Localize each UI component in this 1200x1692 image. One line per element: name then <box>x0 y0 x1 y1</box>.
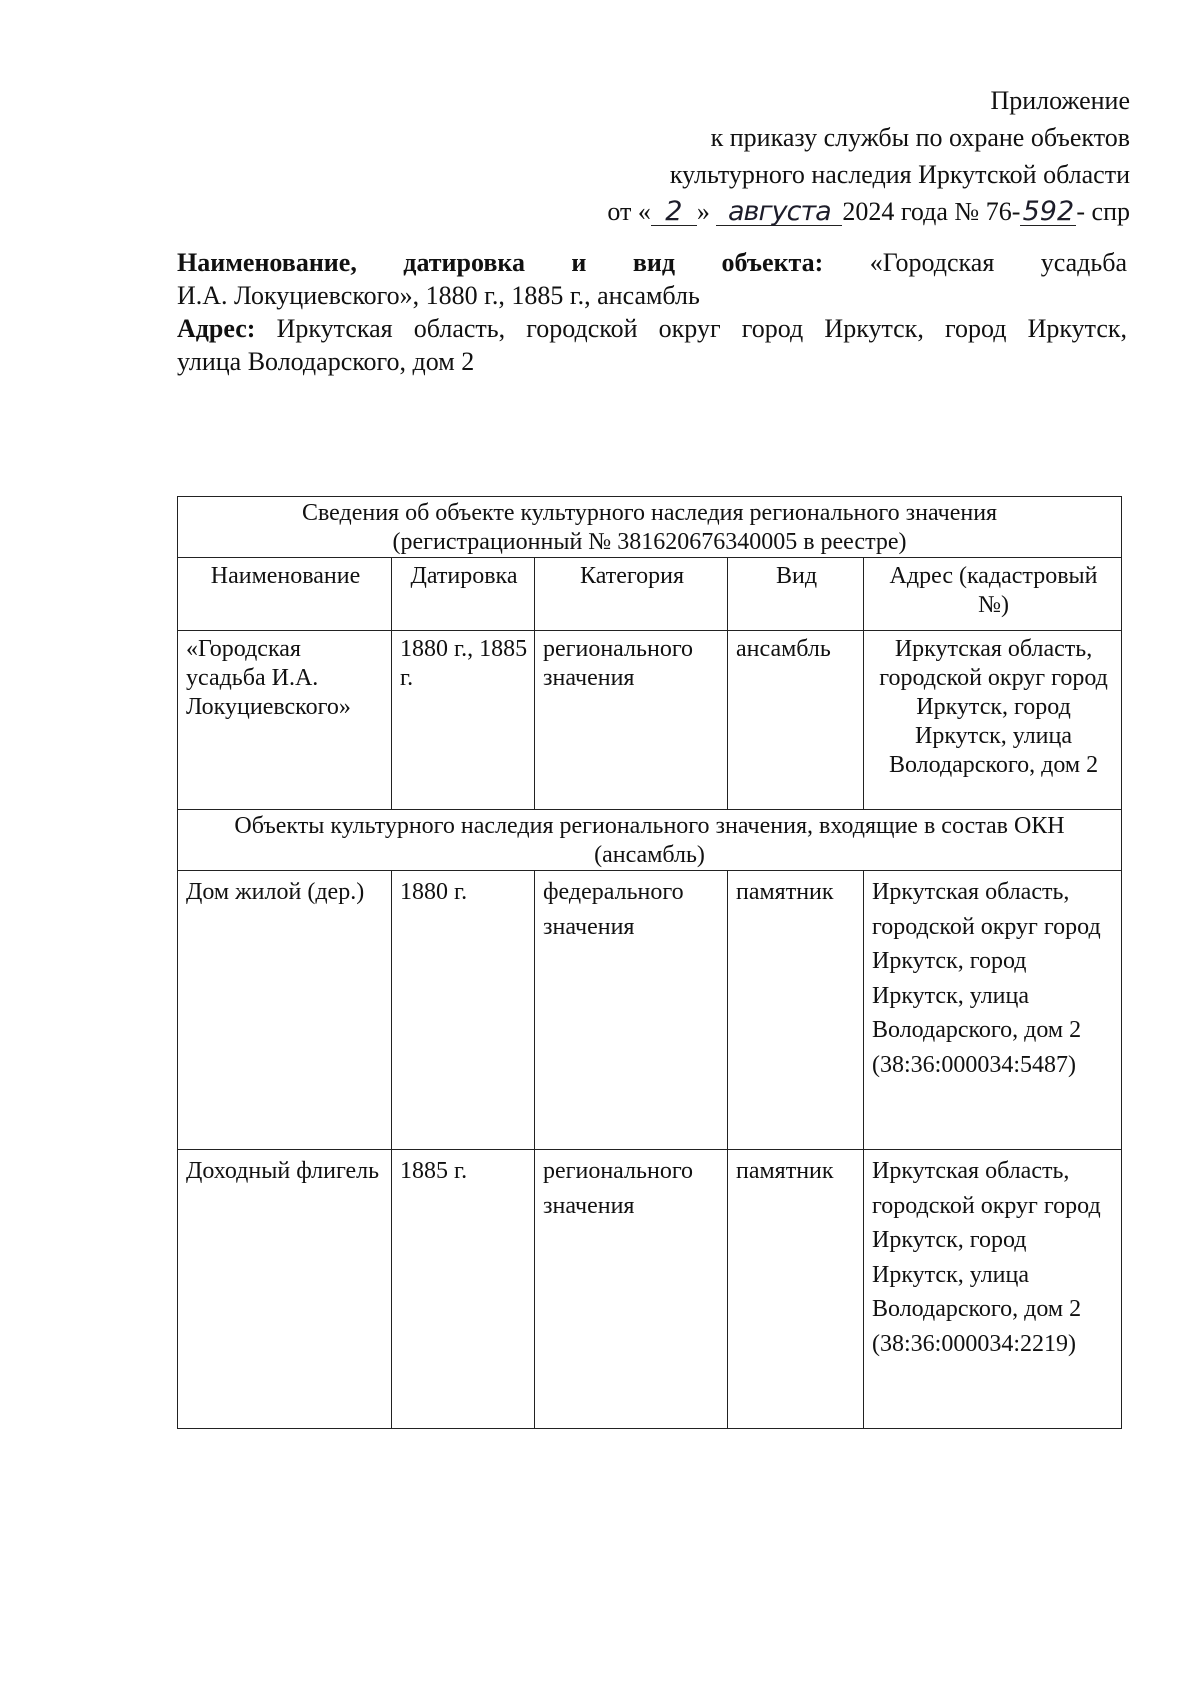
handwritten-month: августа <box>716 199 842 226</box>
table-row <box>178 1150 1122 1429</box>
cell-dating: 1885 г. <box>392 1150 535 1429</box>
year-text: 2024 года № 76- <box>842 197 1021 226</box>
column-header-category: Категория <box>535 558 728 631</box>
appendix-header <box>607 82 1130 230</box>
handwritten-day: 2 <box>651 199 697 226</box>
object-address-line <box>177 312 1127 345</box>
cell-address: Иркутская область, городской округ город Иркутск, город Иркутск, улица Володарского, дом 2 (38:36:000034:2219) <box>864 1150 1122 1429</box>
issuing-authority-line: культурного наследия Иркутской области <box>669 160 1130 189</box>
column-header-dating: Датировка <box>392 558 535 631</box>
table-row <box>178 871 1122 1150</box>
cell-name: Доходный флигель <box>178 1150 392 1429</box>
appendix-title: Приложение <box>990 86 1130 115</box>
cell-category: федерального значения <box>535 871 728 1150</box>
column-header-name: Наименование <box>178 558 392 631</box>
table-row <box>178 631 1122 810</box>
handwritten-order-number: 592 <box>1020 199 1076 226</box>
cell-address: Иркутская область, городской округ город Иркутск, город Иркутск, улица Володарского, дом 2 (38:36:000034:5487) <box>864 871 1122 1150</box>
cell-dating: 1880 г., 1885 г. <box>392 631 535 810</box>
table-title <box>178 497 1122 558</box>
table-header-row <box>178 558 1122 631</box>
cell-name: Дом жилой (дер.) <box>178 871 392 1150</box>
order-suffix: - спр <box>1076 197 1130 226</box>
object-address-value-2: улица Володарского, дом 2 <box>177 347 475 376</box>
cell-category: регионального значения <box>535 1150 728 1429</box>
table-section-row <box>178 810 1122 871</box>
cell-dating: 1880 г. <box>392 871 535 1150</box>
cell-kind: ансамбль <box>728 631 864 810</box>
cell-name: «Городская усадьба И.А. Локуциевского» <box>178 631 392 810</box>
object-address-value-1: Иркутская область, городской округ город Иркутск, город Иркутск, <box>276 314 1128 343</box>
date-quote-close: » <box>696 197 710 226</box>
column-header-kind: Вид <box>728 558 864 631</box>
heritage-object-table <box>177 496 1122 1429</box>
object-name-label: Наименование, датировка и вид объекта: <box>177 248 824 277</box>
cell-address: Иркутская область, городской округ город Иркутск, город Иркутск, улица Володарского, дом 2 <box>864 631 1122 810</box>
section-title: Объекты культурного наследия регионального значения, входящие в состав ОКН (ансамбль) <box>178 810 1122 871</box>
order-reference-line: к приказу службы по охране объектов <box>710 123 1130 152</box>
cell-kind: памятник <box>728 871 864 1150</box>
cell-category: регионального значения <box>535 631 728 810</box>
table-title-line-2: (регистрационный № 381620676340005 в реестре) <box>392 529 907 555</box>
object-name-value-1: «Городская усадьба <box>869 248 1128 277</box>
table-title-line-1: Сведения об объекте культурного наследия регионального значения <box>301 500 998 526</box>
object-name-value-2: И.А. Локуциевского», 1880 г., 1885 г., ансамбль <box>177 281 700 310</box>
date-prefix: от « <box>607 197 651 226</box>
column-header-address: Адрес (кадастровый №) <box>864 558 1122 631</box>
order-date-number-line <box>607 193 1130 230</box>
cell-kind: памятник <box>728 1150 864 1429</box>
object-info-block <box>177 246 1127 378</box>
object-address-label: Адрес: <box>177 314 256 343</box>
table-title-row <box>178 497 1122 558</box>
object-name-line <box>177 246 1127 279</box>
